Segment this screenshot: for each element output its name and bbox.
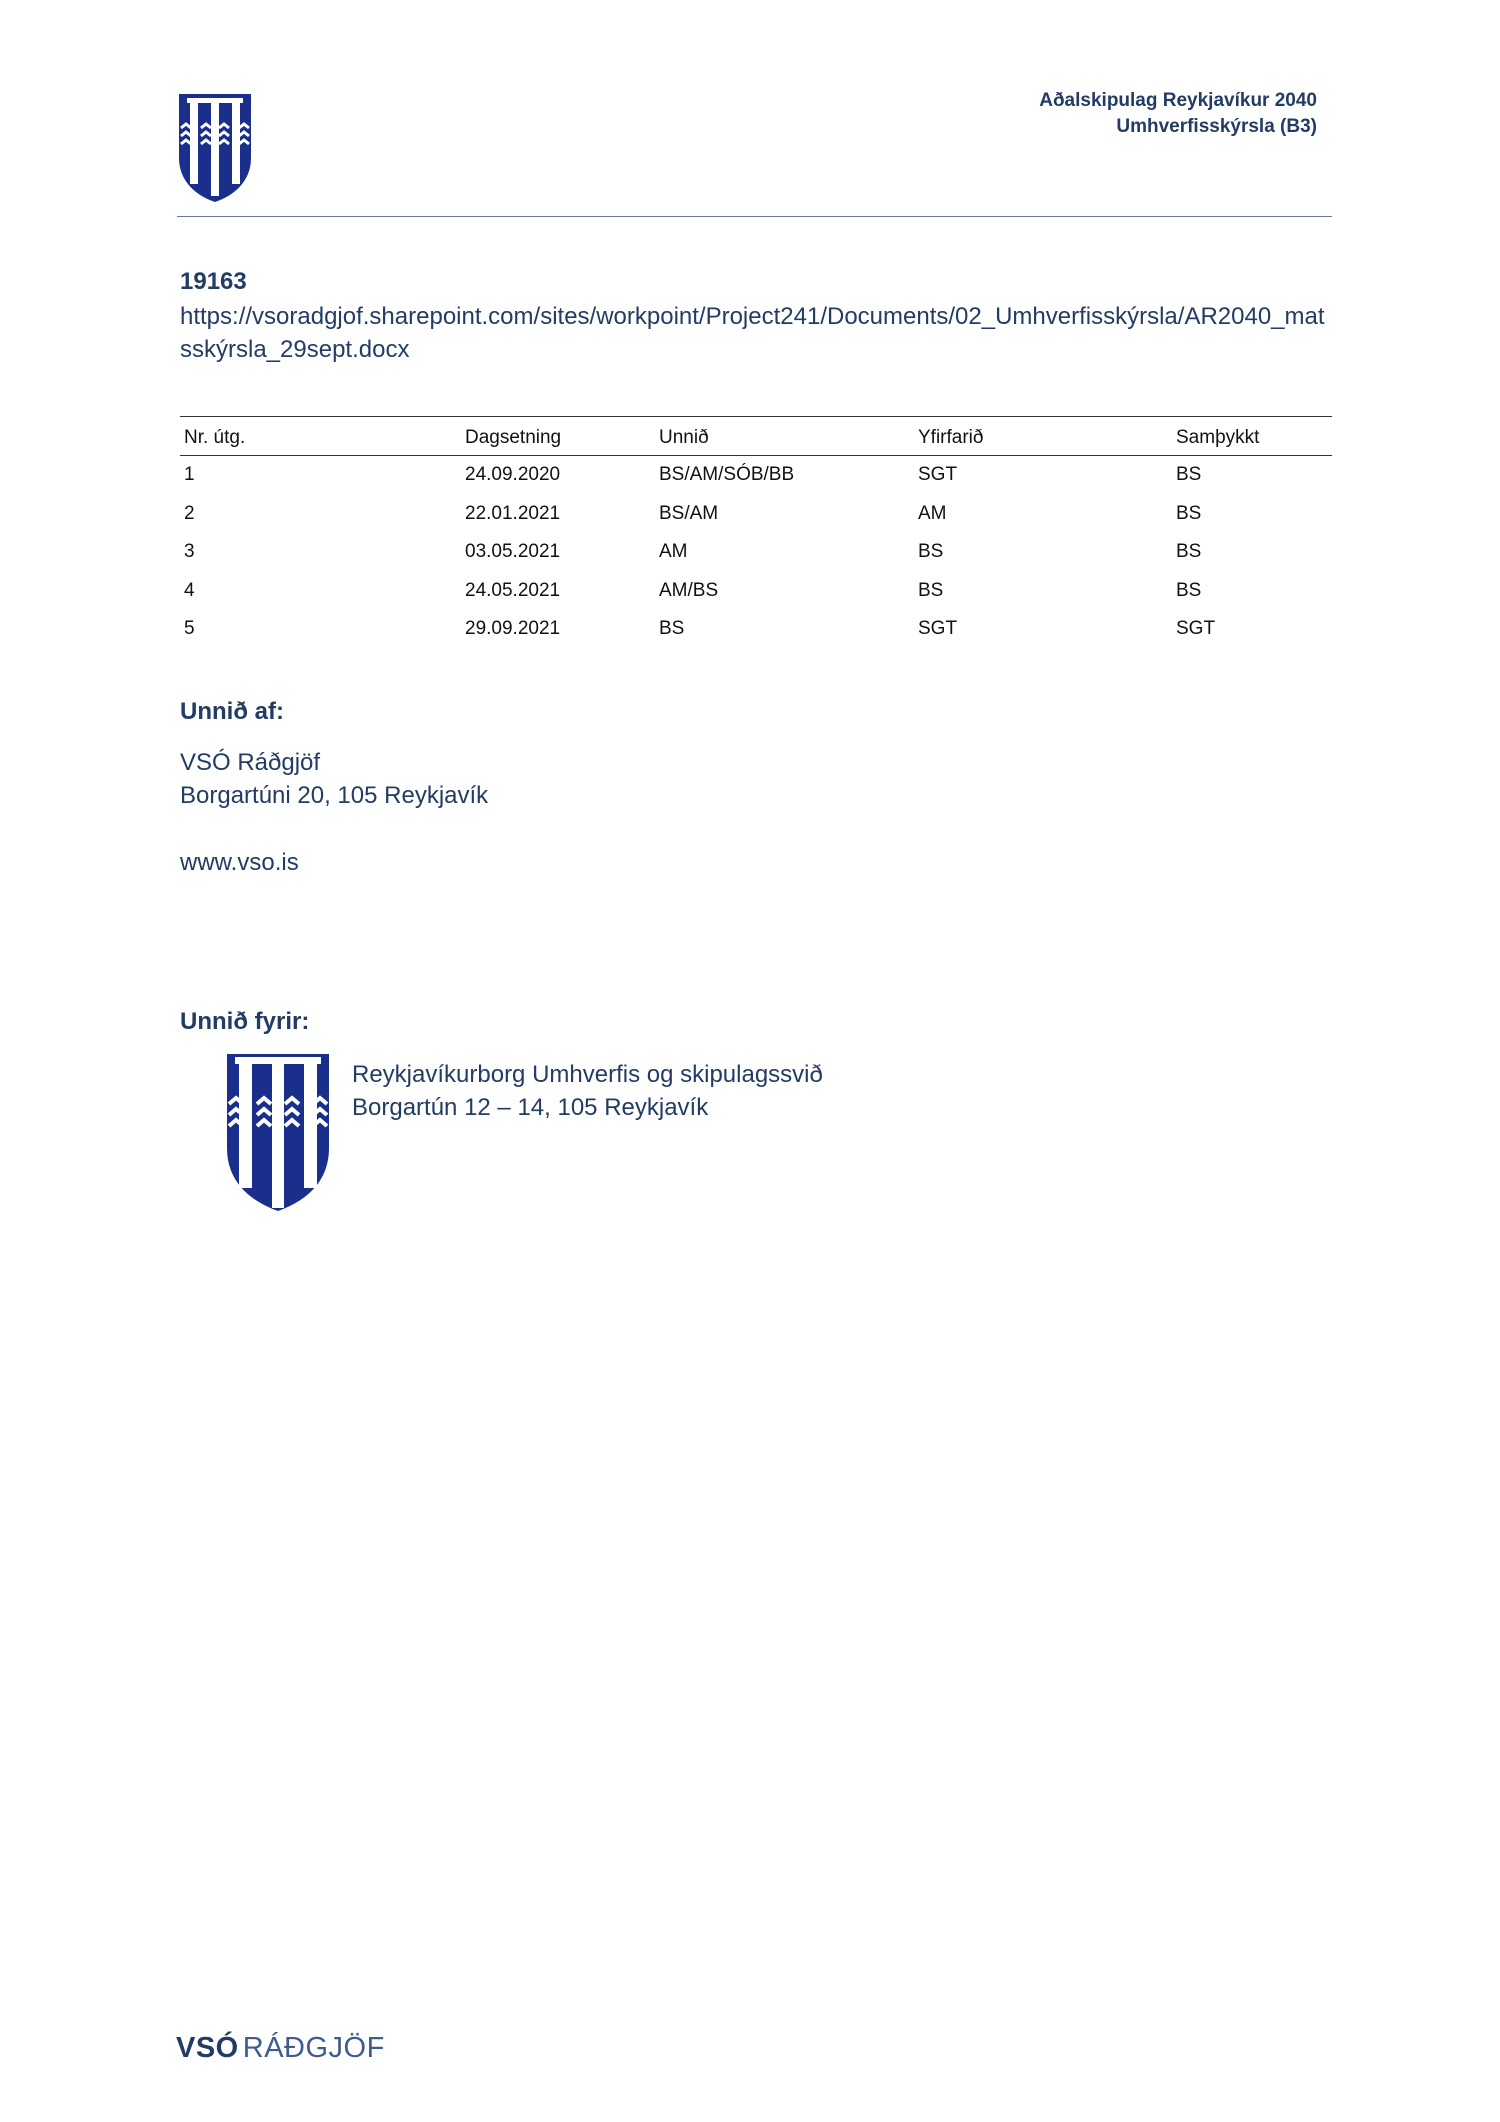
cell-reviewed: BS: [918, 541, 944, 563]
header-title: [1039, 88, 1317, 140]
vso-logo: [176, 2032, 385, 2065]
cell-revision: 4: [184, 579, 195, 601]
column-header-reviewed: Yfirfarið: [914, 417, 1172, 456]
vso-logo-text: RÁÐGJÖF: [242, 2032, 385, 2064]
project-number: 19163: [180, 268, 247, 295]
file-path: https://vsoradgjof.sharepoint.com/sites/workpoint/Project241/Documents/02_Umhverfisskýrsla/AR2040_matsskýrsla_29sept.docx: [180, 303, 1325, 363]
cell-approved: BS: [1176, 541, 1202, 563]
column-header-prepared: Unnið: [655, 417, 914, 456]
cell-prepared: AM/BS: [659, 579, 719, 601]
column-header-revision: Nr. útg.: [180, 417, 461, 456]
cell-date: 24.05.2021: [465, 579, 561, 601]
column-header-date: Dagsetning: [461, 417, 655, 456]
cell-approved: SGT: [1176, 618, 1216, 640]
header-divider: [177, 216, 1332, 217]
cell-revision: 1: [184, 464, 195, 486]
cell-reviewed: BS: [918, 579, 944, 601]
reykjavik-crest-icon: [225, 1052, 331, 1214]
prepared-for-organization: Reykjavíkurborg Umhverfis og skipulagssvið: [352, 1061, 823, 1088]
website-link[interactable]: www.vso.is: [180, 849, 299, 876]
cell-revision: 3: [184, 541, 195, 563]
cell-approved: BS: [1176, 502, 1202, 524]
prepared-by-heading: Unnið af:: [180, 698, 284, 725]
cell-approved: BS: [1176, 464, 1202, 486]
table-row: [180, 572, 1332, 611]
vso-logo-mark: VSÓ: [176, 2032, 239, 2064]
column-header-approved: Samþykkt: [1172, 417, 1332, 456]
header-title-line2: Umhverfisskýrsla (B3): [1116, 116, 1317, 137]
cell-prepared: BS: [659, 618, 685, 640]
prepared-by-company: VSÓ Ráðgjöf: [180, 749, 321, 776]
cell-date: 22.01.2021: [465, 502, 561, 524]
prepared-by-address: [180, 746, 488, 812]
revision-table: [180, 416, 1332, 649]
prepared-for-heading: Unnið fyrir:: [180, 1008, 310, 1035]
cell-prepared: BS/AM/SÓB/BB: [659, 464, 795, 486]
table-row: [180, 610, 1332, 649]
table-row: [180, 533, 1332, 572]
table-row: [180, 495, 1332, 534]
cell-prepared: AM: [659, 541, 688, 563]
table-row: [180, 456, 1332, 495]
cell-date: 29.09.2021: [465, 618, 561, 640]
cell-reviewed: SGT: [918, 618, 958, 640]
cell-revision: 5: [184, 618, 195, 640]
revision-table-header-row: [180, 417, 1332, 456]
prepared-by-street: Borgartúni 20, 105 Reykjavík: [180, 782, 489, 809]
cell-reviewed: AM: [918, 502, 947, 524]
prepared-for-street: Borgartún 12 – 14, 105 Reykjavík: [352, 1094, 709, 1121]
cell-approved: BS: [1176, 579, 1202, 601]
cell-prepared: BS/AM: [659, 502, 719, 524]
cell-reviewed: SGT: [918, 464, 958, 486]
reykjavik-crest-icon: [177, 92, 253, 204]
cell-date: 24.09.2020: [465, 464, 561, 486]
header-title-line1: Aðalskipulag Reykjavíkur 2040: [1039, 90, 1317, 111]
prepared-for-address: [352, 1058, 823, 1124]
cell-date: 03.05.2021: [465, 541, 561, 563]
cell-revision: 2: [184, 502, 195, 524]
